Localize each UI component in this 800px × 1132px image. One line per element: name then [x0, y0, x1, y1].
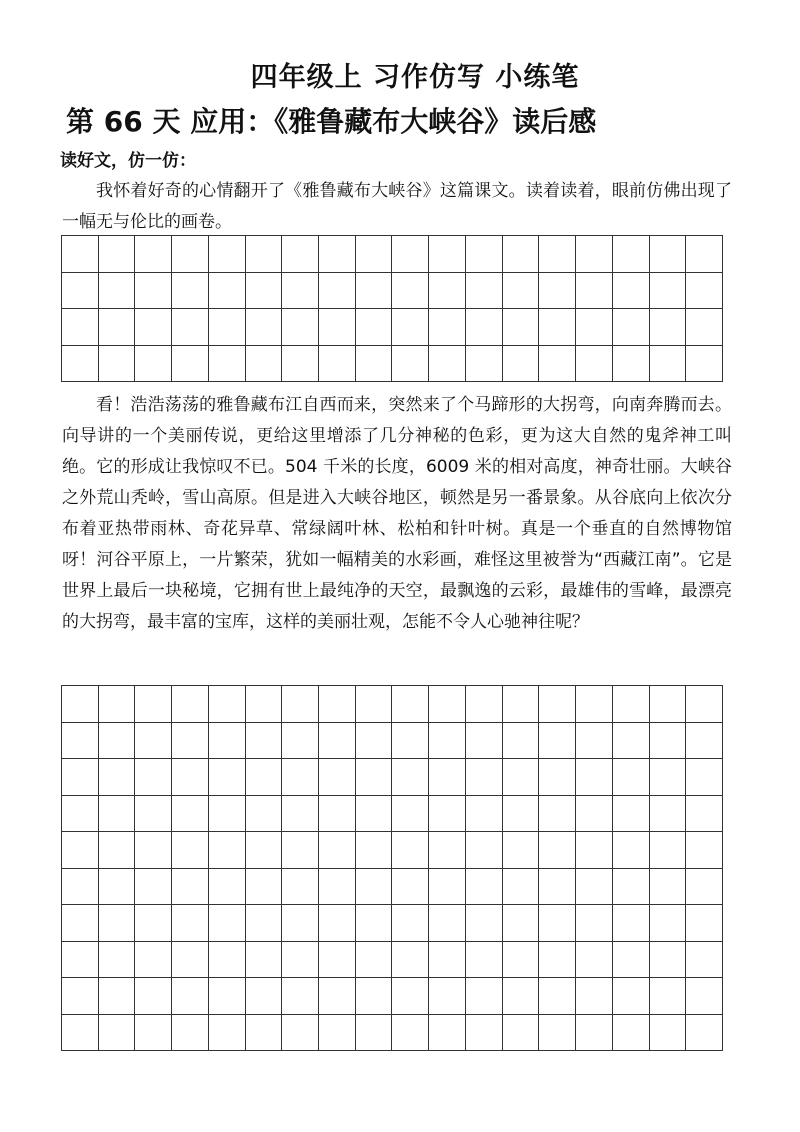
grid-cell[interactable]: [466, 273, 503, 310]
grid-cell[interactable]: [503, 869, 540, 906]
grid-cell[interactable]: [503, 759, 540, 796]
grid-cell[interactable]: [503, 309, 540, 346]
grid-cell[interactable]: [282, 978, 319, 1015]
grid-cell[interactable]: [392, 759, 429, 796]
grid-cell[interactable]: [613, 869, 650, 906]
grid-cell[interactable]: [172, 346, 209, 383]
grid-cell[interactable]: [62, 978, 99, 1015]
grid-cell[interactable]: [356, 273, 393, 310]
grid-cell[interactable]: [209, 978, 246, 1015]
grid-cell[interactable]: [392, 942, 429, 979]
grid-cell[interactable]: [392, 796, 429, 833]
grid-cell[interactable]: [576, 723, 613, 760]
grid-cell[interactable]: [576, 942, 613, 979]
grid-cell[interactable]: [135, 796, 172, 833]
grid-cell[interactable]: [319, 978, 356, 1015]
grid-cell[interactable]: [282, 346, 319, 383]
grid-cell[interactable]: [135, 869, 172, 906]
grid-cell[interactable]: [209, 869, 246, 906]
grid-cell[interactable]: [466, 723, 503, 760]
grid-cell[interactable]: [172, 832, 209, 869]
grid-cell[interactable]: [282, 905, 319, 942]
grid-cell[interactable]: [650, 723, 687, 760]
grid-cell[interactable]: [356, 723, 393, 760]
grid-cell[interactable]: [282, 273, 319, 310]
grid-cell[interactable]: [686, 832, 723, 869]
grid-cell[interactable]: [429, 309, 466, 346]
grid-cell[interactable]: [99, 796, 136, 833]
grid-cell[interactable]: [282, 1015, 319, 1052]
grid-cell[interactable]: [356, 905, 393, 942]
grid-cell[interactable]: [576, 273, 613, 310]
grid-cell[interactable]: [503, 978, 540, 1015]
grid-cell[interactable]: [650, 759, 687, 796]
grid-cell[interactable]: [503, 796, 540, 833]
grid-cell[interactable]: [319, 832, 356, 869]
grid-cell[interactable]: [356, 236, 393, 273]
grid-cell[interactable]: [392, 273, 429, 310]
grid-cell[interactable]: [282, 796, 319, 833]
grid-cell[interactable]: [209, 1015, 246, 1052]
grid-cell[interactable]: [99, 723, 136, 760]
grid-cell[interactable]: [650, 236, 687, 273]
grid-cell[interactable]: [246, 236, 283, 273]
grid-cell[interactable]: [466, 686, 503, 723]
grid-cell[interactable]: [503, 905, 540, 942]
grid-cell[interactable]: [613, 723, 650, 760]
grid-cell[interactable]: [613, 309, 650, 346]
grid-cell[interactable]: [356, 869, 393, 906]
grid-cell[interactable]: [282, 309, 319, 346]
grid-cell[interactable]: [503, 236, 540, 273]
grid-cell[interactable]: [392, 1015, 429, 1052]
grid-cell[interactable]: [429, 346, 466, 383]
grid-cell[interactable]: [650, 796, 687, 833]
grid-cell[interactable]: [246, 759, 283, 796]
grid-cell[interactable]: [613, 686, 650, 723]
grid-cell[interactable]: [246, 273, 283, 310]
grid-cell[interactable]: [429, 869, 466, 906]
grid-cell[interactable]: [686, 273, 723, 310]
grid-cell[interactable]: [319, 309, 356, 346]
grid-cell[interactable]: [135, 978, 172, 1015]
grid-cell[interactable]: [503, 832, 540, 869]
grid-cell[interactable]: [209, 346, 246, 383]
grid-cell[interactable]: [62, 905, 99, 942]
grid-cell[interactable]: [539, 236, 576, 273]
grid-cell[interactable]: [209, 309, 246, 346]
grid-cell[interactable]: [686, 723, 723, 760]
grid-cell[interactable]: [466, 796, 503, 833]
grid-cell[interactable]: [429, 723, 466, 760]
grid-cell[interactable]: [503, 723, 540, 760]
grid-cell[interactable]: [246, 1015, 283, 1052]
grid-cell[interactable]: [135, 832, 172, 869]
grid-cell[interactable]: [650, 346, 687, 383]
grid-cell[interactable]: [172, 1015, 209, 1052]
grid-cell[interactable]: [99, 346, 136, 383]
grid-cell[interactable]: [135, 309, 172, 346]
grid-cell[interactable]: [392, 309, 429, 346]
grid-cell[interactable]: [246, 942, 283, 979]
grid-cell[interactable]: [319, 905, 356, 942]
grid-cell[interactable]: [539, 942, 576, 979]
grid-cell[interactable]: [539, 309, 576, 346]
grid-cell[interactable]: [539, 1015, 576, 1052]
writing-grid-small[interactable]: [61, 235, 723, 382]
grid-cell[interactable]: [392, 869, 429, 906]
grid-cell[interactable]: [135, 723, 172, 760]
grid-cell[interactable]: [429, 942, 466, 979]
grid-cell[interactable]: [613, 346, 650, 383]
grid-cell[interactable]: [576, 869, 613, 906]
grid-cell[interactable]: [246, 832, 283, 869]
grid-cell[interactable]: [613, 273, 650, 310]
grid-cell[interactable]: [613, 905, 650, 942]
grid-cell[interactable]: [686, 236, 723, 273]
grid-cell[interactable]: [503, 942, 540, 979]
grid-cell[interactable]: [392, 723, 429, 760]
grid-cell[interactable]: [429, 832, 466, 869]
grid-cell[interactable]: [62, 723, 99, 760]
grid-cell[interactable]: [209, 273, 246, 310]
grid-cell[interactable]: [466, 346, 503, 383]
grid-cell[interactable]: [466, 309, 503, 346]
grid-cell[interactable]: [429, 905, 466, 942]
grid-cell[interactable]: [246, 309, 283, 346]
grid-cell[interactable]: [319, 346, 356, 383]
grid-cell[interactable]: [319, 236, 356, 273]
grid-cell[interactable]: [613, 236, 650, 273]
grid-cell[interactable]: [429, 686, 466, 723]
grid-cell[interactable]: [503, 273, 540, 310]
grid-cell[interactable]: [172, 978, 209, 1015]
grid-cell[interactable]: [172, 759, 209, 796]
grid-cell[interactable]: [356, 942, 393, 979]
grid-cell[interactable]: [135, 686, 172, 723]
grid-cell[interactable]: [576, 796, 613, 833]
grid-cell[interactable]: [319, 1015, 356, 1052]
grid-cell[interactable]: [356, 978, 393, 1015]
grid-cell[interactable]: [282, 759, 319, 796]
grid-cell[interactable]: [686, 346, 723, 383]
grid-cell[interactable]: [246, 346, 283, 383]
paragraph-body: 看！浩浩荡荡的雅鲁藏布江自西而来，突然来了个马蹄形的大拐弯，向南奔腾而去。向导讲的一个美丽传说，更给这里增添了几分神秘的色彩，更为这大自然的鬼斧神工叫绝。它的形成让我惊叹不已。504 千米的长度，6009 米的相对高度，神奇壮丽。大峡谷之外荒山秃岭，雪山高原。但是进入大峡谷地区，顿然是另一番景象。从谷底向上依次分布着亚热带雨林、奇花异草、常绿阔叶林、松柏和针叶树。真是一个垂直的自然博物馆呀！河谷平原上，一片繁荣，犹如一幅精美的水彩画，难怪这里被誉为“西藏江南”。它是世界上最后一块秘境，它拥有世上最纯净的天空，最飘逸的云彩，最雄伟的雪峰，最漂亮的大拐弯，最丰富的宝库，这样的美丽壮观，怎能不令人心驰神往呢？: [62, 395, 732, 632]
grid-cell[interactable]: [576, 236, 613, 273]
grid-cell[interactable]: [503, 686, 540, 723]
grid-cell[interactable]: [576, 905, 613, 942]
grid-cell[interactable]: [209, 723, 246, 760]
grid-cell[interactable]: [356, 1015, 393, 1052]
grid-cell[interactable]: [686, 869, 723, 906]
grid-cell[interactable]: [356, 686, 393, 723]
grid-cell[interactable]: [576, 759, 613, 796]
grid-cell[interactable]: [650, 905, 687, 942]
grid-cell[interactable]: [539, 869, 576, 906]
grid-cell[interactable]: [429, 273, 466, 310]
grid-cell[interactable]: [172, 905, 209, 942]
grid-cell[interactable]: [62, 273, 99, 310]
grid-cell[interactable]: [99, 759, 136, 796]
grid-cell[interactable]: [539, 686, 576, 723]
grid-cell[interactable]: [466, 942, 503, 979]
grid-cell[interactable]: [613, 796, 650, 833]
grid-cell[interactable]: [686, 978, 723, 1015]
grid-cell[interactable]: [466, 869, 503, 906]
grid-cell[interactable]: [650, 309, 687, 346]
grid-cell[interactable]: [209, 832, 246, 869]
grid-cell[interactable]: [503, 1015, 540, 1052]
grid-cell[interactable]: [466, 1015, 503, 1052]
grid-cell[interactable]: [429, 1015, 466, 1052]
grid-cell[interactable]: [539, 723, 576, 760]
grid-cell[interactable]: [135, 942, 172, 979]
grid-cell[interactable]: [246, 905, 283, 942]
grid-cell[interactable]: [282, 869, 319, 906]
grid-cell[interactable]: [282, 723, 319, 760]
grid-cell[interactable]: [172, 869, 209, 906]
grid-cell[interactable]: [466, 236, 503, 273]
grid-cell[interactable]: [62, 942, 99, 979]
grid-cell[interactable]: [539, 978, 576, 1015]
grid-cell[interactable]: [99, 832, 136, 869]
grid-cell[interactable]: [650, 686, 687, 723]
grid-cell[interactable]: [282, 942, 319, 979]
grid-cell[interactable]: [172, 942, 209, 979]
grid-cell[interactable]: [62, 759, 99, 796]
grid-cell[interactable]: [99, 905, 136, 942]
grid-cell[interactable]: [319, 942, 356, 979]
grid-cell[interactable]: [466, 978, 503, 1015]
grid-cell[interactable]: [99, 942, 136, 979]
grid-cell[interactable]: [686, 686, 723, 723]
grid-cell[interactable]: [650, 832, 687, 869]
grid-cell[interactable]: [392, 236, 429, 273]
grid-cell[interactable]: [392, 832, 429, 869]
grid-cell[interactable]: [539, 346, 576, 383]
grid-cell[interactable]: [282, 832, 319, 869]
grid-cell[interactable]: [172, 273, 209, 310]
grid-cell[interactable]: [135, 346, 172, 383]
grid-cell[interactable]: [686, 905, 723, 942]
grid-cell[interactable]: [135, 273, 172, 310]
page-title: 四年级上 习作仿写 小练笔: [250, 62, 580, 93]
grid-cell[interactable]: [99, 978, 136, 1015]
grid-cell[interactable]: [319, 869, 356, 906]
grid-cell[interactable]: [172, 686, 209, 723]
grid-cell[interactable]: [135, 236, 172, 273]
grid-cell[interactable]: [99, 686, 136, 723]
grid-cell[interactable]: [172, 796, 209, 833]
grid-cell[interactable]: [135, 905, 172, 942]
grid-cell[interactable]: [539, 759, 576, 796]
grid-cell[interactable]: [209, 686, 246, 723]
grid-cell[interactable]: [282, 236, 319, 273]
grid-cell[interactable]: [686, 1015, 723, 1052]
grid-cell[interactable]: [613, 942, 650, 979]
grid-cell[interactable]: [576, 978, 613, 1015]
grid-cell[interactable]: [209, 905, 246, 942]
grid-cell[interactable]: [356, 832, 393, 869]
grid-cell[interactable]: [650, 869, 687, 906]
grid-cell[interactable]: [429, 978, 466, 1015]
grid-cell[interactable]: [429, 759, 466, 796]
grid-cell[interactable]: [99, 869, 136, 906]
grid-cell[interactable]: [686, 759, 723, 796]
grid-cell[interactable]: [613, 1015, 650, 1052]
grid-cell[interactable]: [576, 346, 613, 383]
grid-cell[interactable]: [686, 942, 723, 979]
grid-cell[interactable]: [356, 309, 393, 346]
section-label: 读好文，仿一仿：: [60, 151, 196, 171]
grid-cell[interactable]: [686, 309, 723, 346]
grid-cell[interactable]: [613, 832, 650, 869]
grid-cell[interactable]: [62, 686, 99, 723]
grid-cell[interactable]: [576, 832, 613, 869]
grid-cell[interactable]: [172, 309, 209, 346]
grid-cell[interactable]: [650, 978, 687, 1015]
grid-cell[interactable]: [576, 309, 613, 346]
grid-cell[interactable]: [319, 686, 356, 723]
lesson-title: 第 66 天 应用：《雅鲁藏布大峡谷》读后感: [66, 105, 597, 138]
grid-cell[interactable]: [62, 236, 99, 273]
grid-cell[interactable]: [209, 759, 246, 796]
grid-cell[interactable]: [613, 759, 650, 796]
grid-cell[interactable]: [539, 796, 576, 833]
writing-grid-large[interactable]: [61, 685, 723, 1051]
grid-cell[interactable]: [429, 796, 466, 833]
grid-cell[interactable]: [319, 723, 356, 760]
grid-cell[interactable]: [99, 273, 136, 310]
grid-cell[interactable]: [650, 1015, 687, 1052]
grid-cell[interactable]: [172, 236, 209, 273]
grid-cell[interactable]: [62, 796, 99, 833]
grid-cell[interactable]: [503, 346, 540, 383]
grid-cell[interactable]: [576, 1015, 613, 1052]
grid-cell[interactable]: [62, 346, 99, 383]
grid-cell[interactable]: [282, 686, 319, 723]
grid-cell[interactable]: [392, 978, 429, 1015]
grid-cell[interactable]: [319, 796, 356, 833]
grid-cell[interactable]: [172, 723, 209, 760]
grid-cell[interactable]: [99, 236, 136, 273]
grid-cell[interactable]: [62, 309, 99, 346]
grid-cell[interactable]: [246, 978, 283, 1015]
grid-cell[interactable]: [135, 759, 172, 796]
grid-cell[interactable]: [356, 759, 393, 796]
paragraph-intro: 我怀着好奇的心情翻开了《雅鲁藏布大峡谷》这篇课文。读着读着，眼前仿佛出现了一幅无与伦比的画卷。: [62, 181, 732, 232]
grid-cell[interactable]: [135, 1015, 172, 1052]
grid-cell[interactable]: [246, 723, 283, 760]
grid-cell[interactable]: [246, 796, 283, 833]
grid-cell[interactable]: [392, 346, 429, 383]
grid-cell[interactable]: [539, 905, 576, 942]
grid-cell[interactable]: [429, 236, 466, 273]
grid-cell[interactable]: [62, 1015, 99, 1052]
grid-cell[interactable]: [650, 942, 687, 979]
grid-cell[interactable]: [466, 832, 503, 869]
grid-cell[interactable]: [246, 869, 283, 906]
grid-cell[interactable]: [209, 942, 246, 979]
grid-cell[interactable]: [466, 905, 503, 942]
grid-cell[interactable]: [209, 796, 246, 833]
grid-cell[interactable]: [650, 273, 687, 310]
grid-cell[interactable]: [246, 686, 283, 723]
grid-cell[interactable]: [392, 905, 429, 942]
grid-cell[interactable]: [62, 832, 99, 869]
grid-cell[interactable]: [62, 869, 99, 906]
grid-cell[interactable]: [319, 759, 356, 796]
grid-cell[interactable]: [539, 832, 576, 869]
grid-cell[interactable]: [539, 273, 576, 310]
grid-cell[interactable]: [99, 1015, 136, 1052]
grid-cell[interactable]: [99, 309, 136, 346]
grid-cell[interactable]: [576, 686, 613, 723]
grid-cell[interactable]: [209, 236, 246, 273]
grid-cell[interactable]: [356, 796, 393, 833]
grid-cell[interactable]: [686, 796, 723, 833]
grid-cell[interactable]: [466, 759, 503, 796]
grid-cell[interactable]: [392, 686, 429, 723]
grid-cell[interactable]: [356, 346, 393, 383]
grid-cell[interactable]: [613, 978, 650, 1015]
grid-cell[interactable]: [319, 273, 356, 310]
